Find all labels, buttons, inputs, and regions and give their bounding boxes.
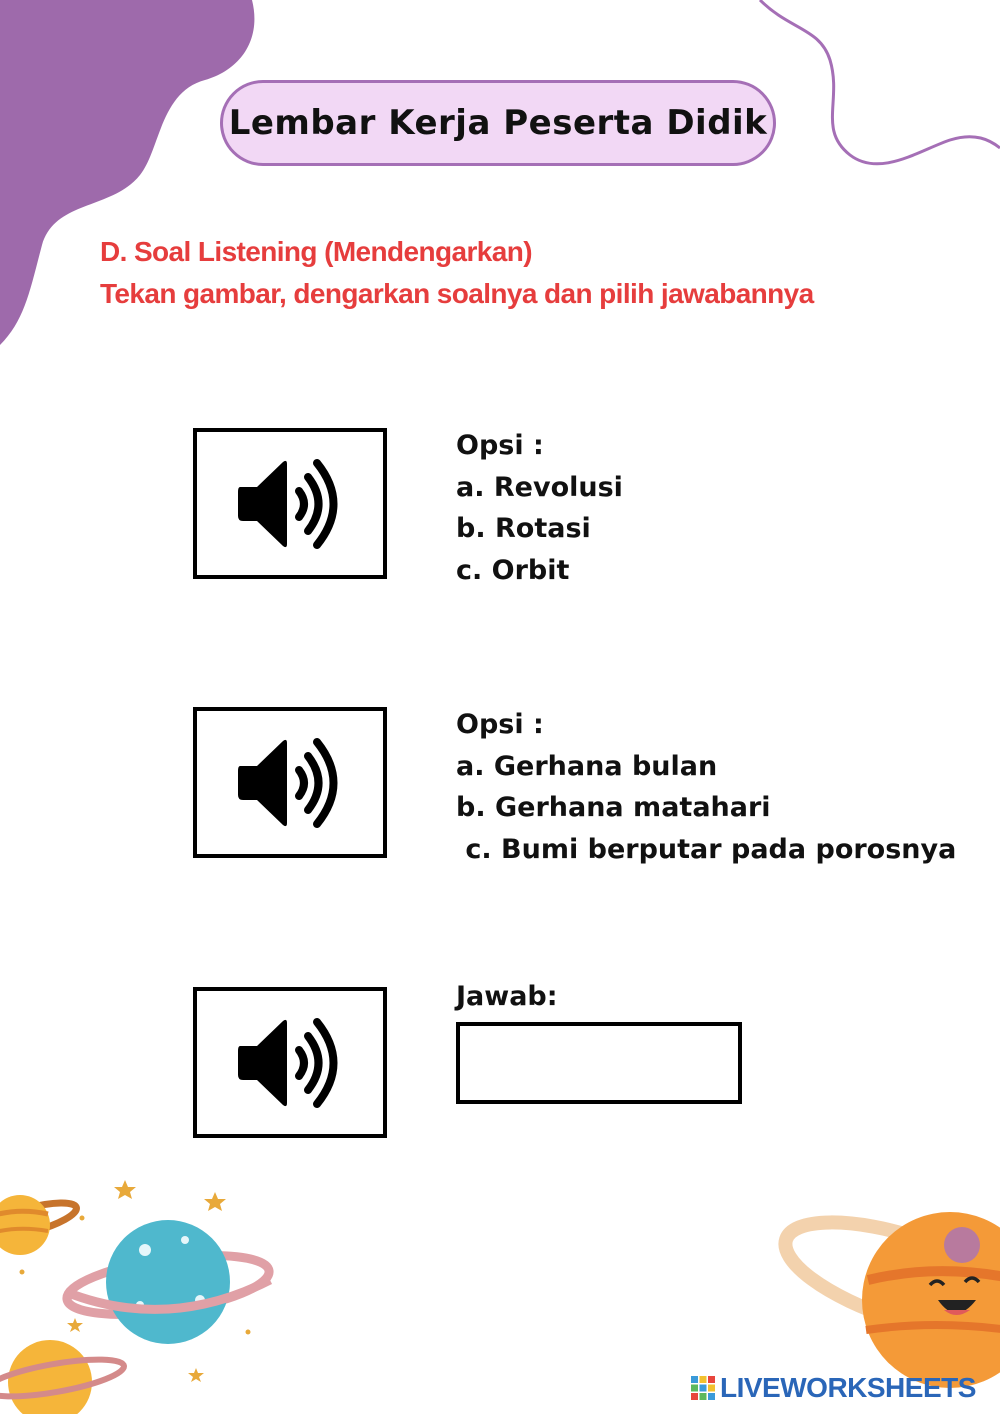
options-heading: Opsi : bbox=[456, 709, 544, 740]
option-a: a. Gerhana bulan bbox=[456, 750, 718, 782]
wavy-line bbox=[760, 0, 1000, 164]
planet-orange-bottom bbox=[0, 1340, 126, 1414]
audio-play-button-1[interactable] bbox=[193, 428, 387, 579]
watermark-text: LIVEWORKSHEETS bbox=[720, 1372, 976, 1403]
option-c: c. Bumi berputar pada porosnya bbox=[456, 833, 957, 865]
audio-play-button-2[interactable] bbox=[193, 707, 387, 858]
page-title: Lembar Kerja Peserta Didik bbox=[220, 80, 776, 166]
speaker-icon bbox=[235, 1013, 345, 1113]
planet-orange-small bbox=[0, 1195, 79, 1255]
option-b: b. Rotasi bbox=[456, 513, 591, 544]
instruction-text: Tekan gambar, dengarkan soalnya dan pilih jawabannya bbox=[100, 278, 814, 309]
answer-label: Jawab: bbox=[456, 981, 558, 1012]
option-b: b. Gerhana matahari bbox=[456, 792, 771, 823]
liveworksheets-logo bbox=[690, 1372, 976, 1404]
planet-smiling bbox=[773, 1199, 1000, 1388]
speaker-icon bbox=[235, 733, 345, 833]
section-heading: D. Soal Listening (Mendengarkan) bbox=[100, 236, 532, 267]
audio-play-button-3[interactable] bbox=[193, 987, 387, 1138]
speaker-icon bbox=[235, 454, 345, 554]
planet-blue bbox=[63, 1220, 272, 1344]
answer-input[interactable] bbox=[456, 1022, 742, 1104]
options-heading: Opsi : bbox=[456, 430, 544, 461]
options-block-2 bbox=[456, 704, 956, 870]
liveworksheets-icon bbox=[690, 1375, 716, 1401]
option-a: a. Revolusi bbox=[456, 471, 623, 503]
options-block-1 bbox=[456, 425, 623, 591]
option-c: c. Orbit bbox=[456, 554, 570, 586]
